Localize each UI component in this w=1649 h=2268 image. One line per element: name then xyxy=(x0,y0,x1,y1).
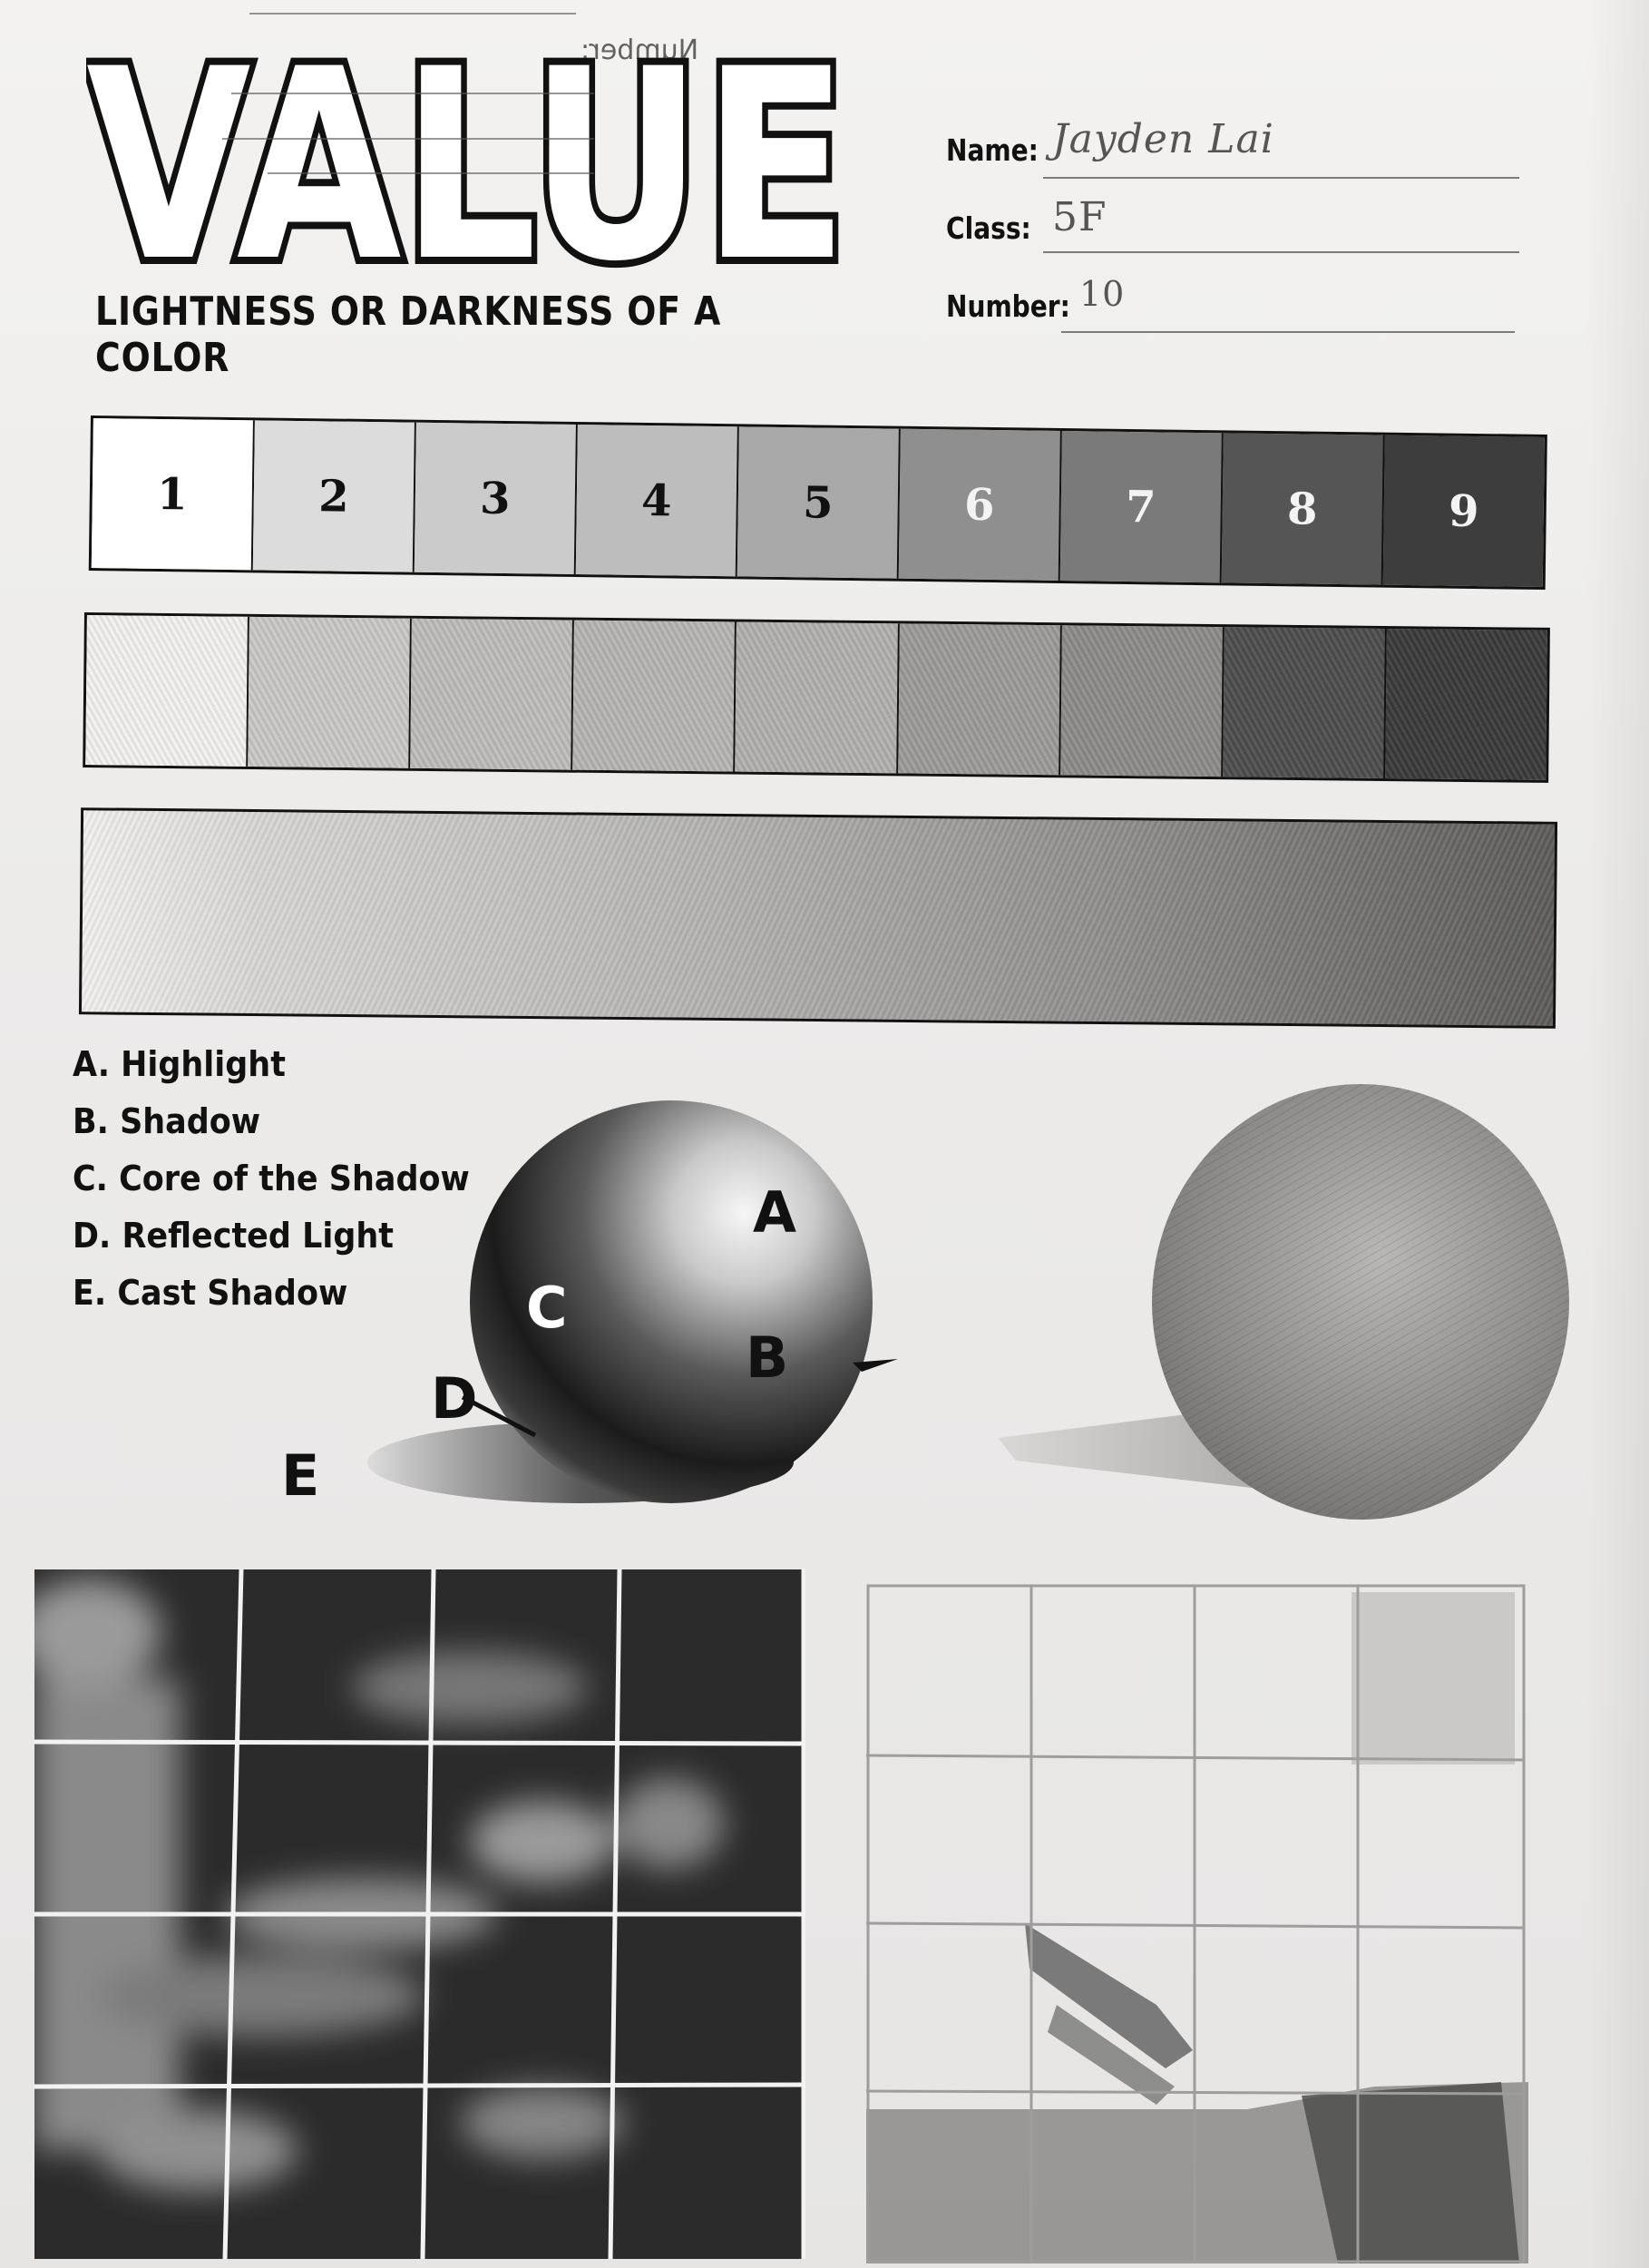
marker-b: B xyxy=(746,1325,789,1391)
list-item: E. Cast Shadow xyxy=(73,1273,348,1313)
pencil-shade-cell xyxy=(898,623,1062,775)
student-grid-drawing xyxy=(866,1579,1528,2263)
pencil-shade-cell xyxy=(1223,627,1387,778)
number-label: Number: xyxy=(946,288,1070,324)
marker-d: D xyxy=(431,1365,478,1432)
pencil-shade-cell xyxy=(573,621,737,772)
value-step-cell: 8 xyxy=(1222,433,1385,584)
value-step-cell: 2 xyxy=(253,420,416,572)
pencil-hatching xyxy=(1152,1084,1569,1520)
pencil-shade-cell xyxy=(248,617,412,768)
number-underline xyxy=(1061,331,1515,333)
reference-sphere-illustration xyxy=(308,1080,925,1533)
value-step-cell: 4 xyxy=(576,425,739,576)
value-title xyxy=(86,41,866,295)
marker-a: A xyxy=(753,1179,796,1246)
value-step-cell: 5 xyxy=(737,426,901,578)
shaded-cell xyxy=(1351,1592,1515,1765)
list-item: A. Highlight xyxy=(73,1044,286,1084)
pencil-grain-texture xyxy=(82,810,1555,1026)
pencil-dark-area xyxy=(1302,2082,1519,2263)
ghost-number-label: Number: xyxy=(581,34,699,66)
value-step-cell: 9 xyxy=(1383,435,1545,587)
number-value[interactable]: 10 xyxy=(1079,274,1126,314)
class-underline xyxy=(1043,251,1519,253)
class-value[interactable]: 5F xyxy=(1052,194,1107,240)
list-item: C. Core of the Shadow xyxy=(73,1158,470,1198)
value-step-cell: 1 xyxy=(92,418,255,570)
pencil-shade-cell xyxy=(1385,629,1547,780)
pencil-value-scale xyxy=(83,612,1550,783)
list-item: D. Reflected Light xyxy=(73,1216,394,1256)
value-step-cell: 7 xyxy=(1060,431,1224,582)
ghost-line-top xyxy=(249,13,576,15)
pencil-shade-cell xyxy=(410,619,574,770)
pencil-shade-cell xyxy=(85,615,249,767)
value-title-text: VALUE xyxy=(86,41,848,295)
pencil-gradient-strip xyxy=(79,807,1557,1029)
marker-e: E xyxy=(281,1442,320,1509)
value-step-cell: 6 xyxy=(899,429,1062,581)
name-value[interactable]: Jayden Lai xyxy=(1052,116,1274,162)
name-label: Name: xyxy=(946,132,1039,168)
pencil-shade-cell xyxy=(1060,625,1225,777)
pencil-shade-cell xyxy=(736,622,900,774)
list-item: B. Shadow xyxy=(73,1101,261,1141)
marker-c: C xyxy=(526,1275,568,1341)
title-subtitle: LIGHTNESS OR DARKNESS OF A COLOR xyxy=(95,288,722,381)
name-underline xyxy=(1043,177,1519,179)
class-label: Class: xyxy=(946,210,1031,246)
student-sphere-drawing xyxy=(980,1061,1596,1533)
printed-value-scale xyxy=(89,415,1547,590)
value-step-cell: 3 xyxy=(415,423,578,574)
photo-reference-grid xyxy=(34,1569,805,2259)
